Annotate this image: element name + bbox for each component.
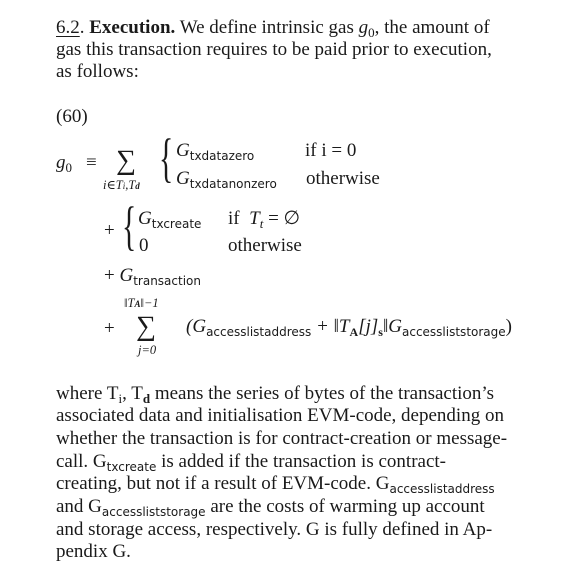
plus-sign-2: +: [104, 265, 115, 286]
case1-row1-value: $G_{txdatazero}$: [176, 140, 255, 163]
section-number[interactable]: 6.2: [56, 17, 80, 38]
para-line-7: and storage access, respectively. G is fully defined in Ap-: [56, 519, 493, 540]
sum1-lower-limit: i∈Ti,Td: [103, 178, 140, 192]
g0-subscript: 0: [368, 25, 375, 40]
section-title: Execution.: [89, 17, 176, 38]
para-line-1: where $T_i$, $T_d$ means the series of bytes of the transaction’s: [56, 383, 495, 406]
equiv-sign: ≡: [86, 152, 97, 173]
sum-symbol-1: ∑: [116, 145, 136, 176]
lhs-g: g: [56, 152, 66, 173]
intro-line-2: gas this transaction requires to be paid prior to execution,: [56, 39, 492, 60]
plus-sign-1: +: [104, 220, 115, 241]
intro-line-3: as follows:: [56, 61, 139, 82]
para-line-3: whether the transaction is for contract-creation or message-: [56, 428, 508, 449]
sum2-upper-limit: ‖TA‖−1: [124, 296, 159, 310]
intro-text-b: , the amount of: [374, 17, 490, 38]
sum-symbol-2: ∑: [136, 311, 156, 342]
intro-text-a: We define intrinsic gas: [179, 17, 359, 38]
g0-symbol: g: [358, 17, 369, 38]
case2-row2-value: 0: [139, 235, 149, 256]
section-period: .: [79, 17, 85, 38]
case2-row1-condition: if $T_t$ = ∅: [228, 208, 301, 231]
term-transaction: + $G_{transaction}$: [104, 265, 201, 288]
case2-row2-condition: otherwise: [228, 235, 302, 256]
left-brace-1: {: [159, 128, 174, 188]
case1-row2-value: $G_{txdatanonzero}$: [176, 168, 277, 191]
sum2-lower-limit: j=0: [138, 343, 157, 357]
equation-lhs: [56, 152, 72, 180]
equation-number: (60): [56, 106, 88, 127]
lhs-subscript: 0: [65, 160, 72, 175]
case1-row1-condition: if i = 0: [305, 140, 357, 161]
case1-row2-condition: otherwise: [306, 168, 380, 189]
para-line-8: pendix G.: [56, 541, 131, 562]
para-line-2: associated data and initialisation EVM-code, depending on: [56, 405, 504, 426]
plus-sign-3: +: [104, 318, 115, 339]
para-line-4: call. $G_{txcreate}$ is added if the transaction is contract-: [56, 451, 446, 474]
para-line-6: and $G_{accessliststorage}$ are the costs of warming up account: [56, 496, 485, 519]
left-brace-2: {: [122, 196, 137, 256]
case2-row1-value: $G_{txcreate}$: [138, 208, 202, 231]
term-accesslist: ($G_{accesslistaddress}$ + $‖T_A[j]_s‖G_{accessliststorage}$): [186, 316, 512, 339]
para-line-5: creating, but not if a result of EVM-code. $G_{accesslistaddress}$: [56, 473, 495, 496]
